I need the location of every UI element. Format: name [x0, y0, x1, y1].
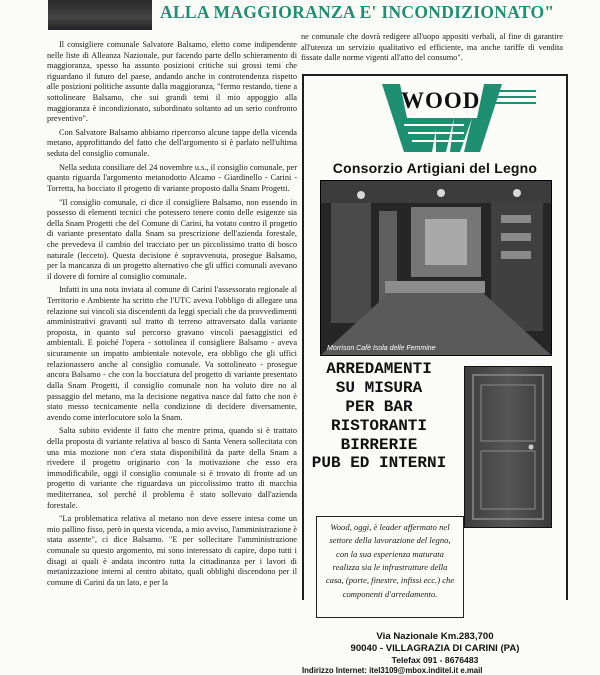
door-image [465, 367, 551, 527]
headline: ALLA MAGGIORANZA E' INCONDIZIONATO" [160, 2, 555, 22]
continuation-text: ne comunale che dovrà redigere all'uopo appositi verbali, al fine di garantire all'utenza un servizio qualitativo ed efficiente, ma anche tariffe di vendita fissate dalle norme vigenti all'atto del consumo". [301, 32, 563, 63]
description-box: Wood, oggi, è leader affermato nel settore della lavorazione del legno, con la sua esperienza maturata realizza sia le infrastrutture della casa, (porte, finestre, infissi ecc.) che componenti d'arredamento. [316, 516, 464, 618]
article-paragraph: Infatti in una nota inviata al comune di Carini l'assessorato regionale al Territorio e Ambiente ha scritto che l'UTC aveva l'obbligo di allegare una relazione sui vincoli sia discendenti da leggi speciali che da provvedimenti amministrativi gravanti sul tratto di terreno attraversato dalla variante proposta, in quanto sul percorso gravano vincoli paesaggistici ed ambientali. E poiché l'opera - sottolinea il consigliere Balsamo - aveva sicuramente un impatto ambientale notevole, era obbligo che gli uffici relazionassero anche al consiglio comunale. Va sottolineato - prosegue ancora Balsamo - che con la bocciatura del progetto di variante presentato dalla Snam Progetti, il consiglio comunale non ha voluto dire no al passaggio del metano, ma la decisione negativa nasce dal fatto che non è stato messo tecnicamente nella condizione di decidere diversamente, avendo come interlocutore solo la Snam. [47, 285, 297, 422]
article-continuation [301, 32, 563, 72]
ad-headline [304, 360, 454, 473]
article-paragraph: Il consigliere comunale Salvatore Balsamo, eletto come indipendente nelle liste di Alleanza Nazionale, pur facendo parte dello schieramento di maggioranza, spesso ha assunto posizioni critiche sui grossi temi che riguardano il futuro del paese, andando anche in controtendenza rispetto alle posizioni politiche assunte dalla maggioranza, "fermo restando, tiene a sottolineare Balsamo, che sui grandi temi il mio appoggio alla maggioranza è incondizionato, subordinato soltanto ad un serio confronto preventivo". [47, 40, 297, 124]
contact-info [304, 631, 566, 675]
ad-headline-line: PER BAR [345, 397, 413, 416]
consortium-title: Consorzio Artigiani del Legno [332, 160, 538, 176]
header-photo [48, 0, 152, 30]
photo-caption: Morrison Cafè Isola delle Femmine [327, 345, 436, 352]
wood-logo [304, 78, 566, 158]
article-paragraph: Salta subito evidente il fatto che mentre prima, quando si è trattato della proposta di variante relativa al bosco di Santa Venera sollecitata con una mia mozione non c'era stata disponibilità da parte della Snam a rivedere il progetto originario con la motivazione che esso era immodificabile, oggi il consiglio comunale si è trovato di fronte ad un progetto di variante che riguardava un piccolissimo tratto di macchia mediterranea, sol perché il problema è stato sollevato dall'azienda forestale. [47, 426, 297, 510]
address-city: 90040 - VILLAGRAZIA DI CARINI (PA) [350, 642, 520, 654]
bar-interior-photo [320, 180, 552, 356]
address-street: Via Nazionale Km.283,700 [376, 631, 494, 642]
ad-headline-line: RISTORANTI [330, 416, 427, 435]
article-paragraph: Nella seduta consiliare del 24 novembre u.s., il consiglio comunale, per quanto riguarda l'argomento metanodotto Alcamo - Giardinello - Carini - Torretta, ha bocciato il progetto di variante proposto dalla Snam Progetti. [47, 162, 297, 193]
wood-advertisement [302, 74, 568, 675]
ad-headline-line: SU MISURA [335, 378, 423, 397]
door-photo [464, 366, 552, 528]
article-paragraph: Con Salvatore Balsamo abbiamo ripercorso alcune tappe della vicenda metano, approfittando del fatto che dell'argomento si è parlato nell'ultima seduta del consiglio comunale. [47, 127, 297, 159]
article-paragraph: "Il consiglio comunale, ci dice il consigliere Balsamo, non essendo in possesso di elementi tecnici che potessero tenere conto delle esigenze sia della Snam Progetti che del Comune di Carini, ha votato contro il progetto di variante presentato dalla Snam su prescrizione dell'azienda forestale, che prevedeva il cambio del tracciato per un piccolissimo tratto di bosco naturale (lecceto). Questa decisione è sopravvenuta, prosegue Balsamo, per la mancanza di un progetto alternativo che gli uffici comunali avevano il dovere di fornire al consiglio comunale. [47, 197, 297, 281]
internet-address: Indirizzo Internet: itel3109@mbox.inditel.it e.mail [302, 665, 483, 675]
brand-name: WOOD [401, 88, 481, 113]
article-column [47, 40, 297, 600]
bar-interior-image [321, 181, 551, 355]
ad-headline-line: PUB ED INTERNI [311, 454, 447, 473]
article-paragraph: "La problematica relativa al metano non deve essere intesa come un mio pallino fisso, però in questa vicenda, a mio avviso, l'amministrazione è stata assente", ci dice Balsamo. "E per sollecitare l'amministrazione comunale su questo argomento, mi sono interessato di capire, dopo tutti i disagi ai quali è andata incontro tutta la cittadinanza per i lavori di metanizzazione interni al centro abitato, quali obblighi discendono per il comune di Carini da un lato, e per la [47, 514, 297, 587]
fax-number: Telefax 091 - 8676483 [391, 654, 479, 665]
ad-headline-line: BIRRERIE [340, 435, 418, 454]
ad-headline-line: ARREDAMENTI [326, 360, 432, 378]
